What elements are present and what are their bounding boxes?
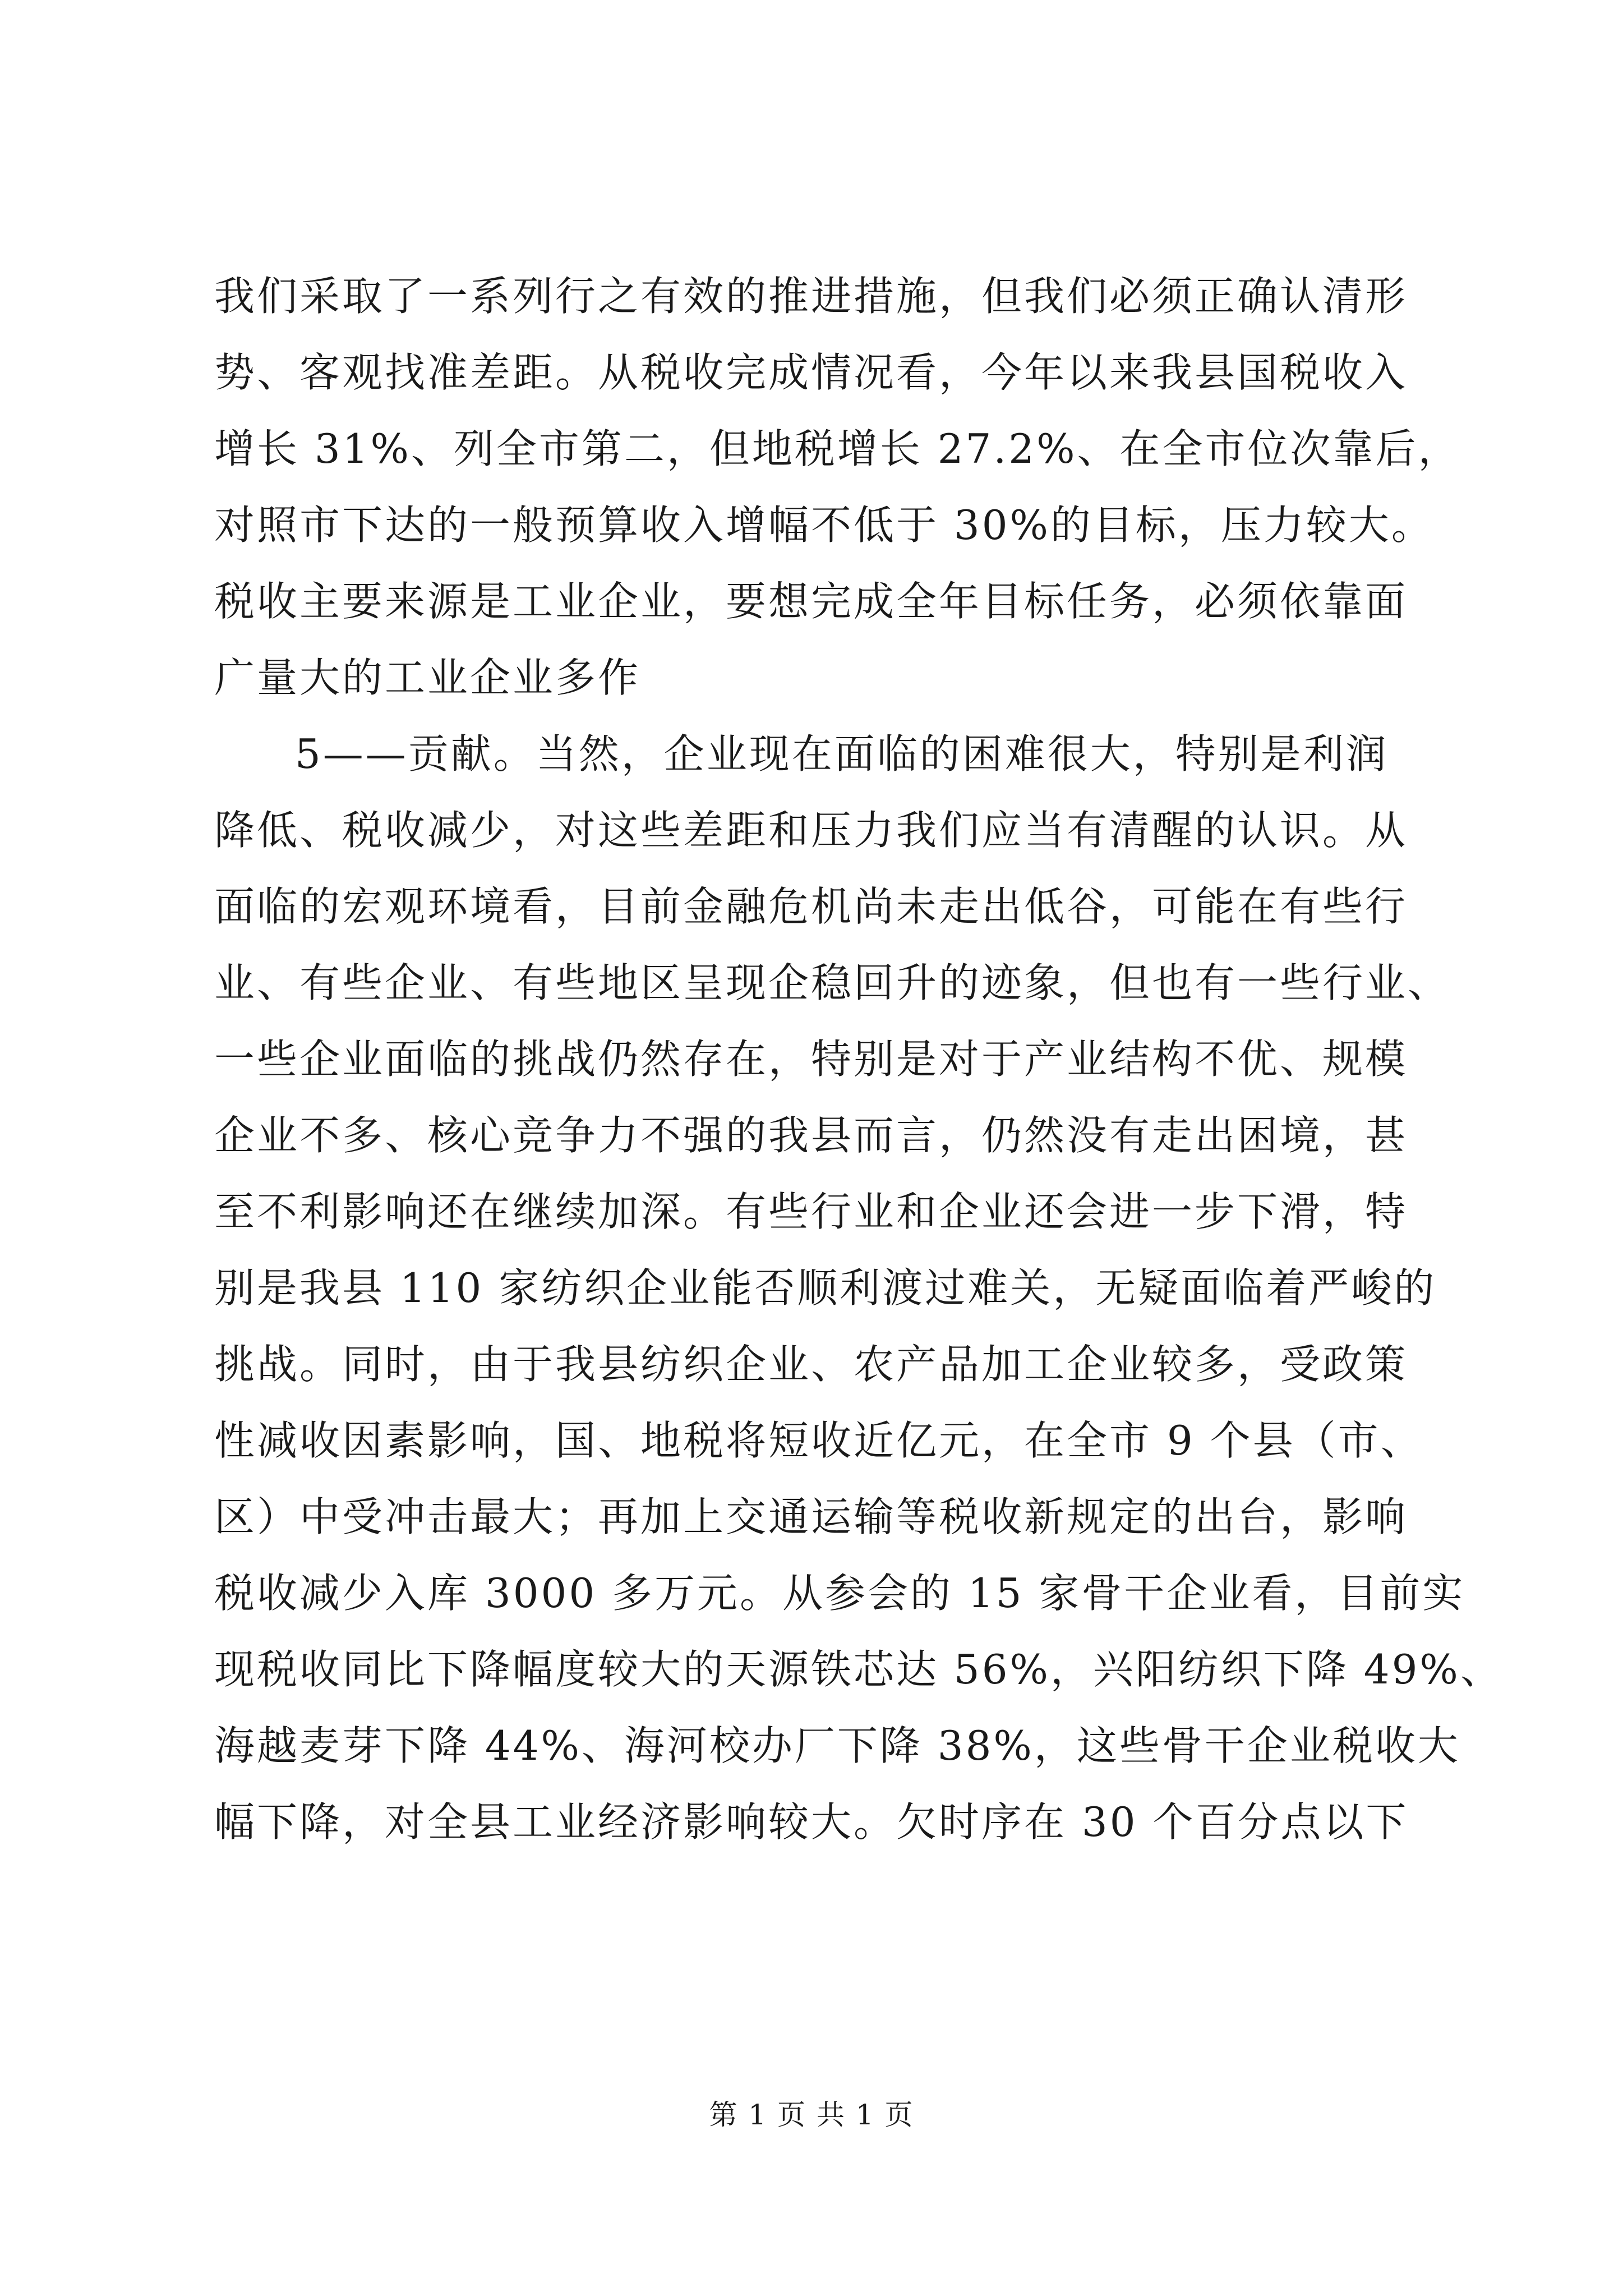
text-line: 性减收因素影响，国、地税将短收近亿元，在全市 9 个县（市、: [214, 1417, 1423, 1464]
text-line: 至不利影响还在继续加深。有些行业和企业还会进一步下滑，特: [214, 1188, 1408, 1235]
page-footer: [0, 2092, 1623, 2137]
body-text: [214, 258, 1503, 1860]
text-line: 企业不多、核心竞争力不强的我县而言，仍然没有走出困境，甚: [214, 1112, 1408, 1159]
text-line: 海越麦芽下降 44%、海河校办厂下降 38%，这些骨干企业税收大: [214, 1722, 1460, 1769]
text-line: 税收主要来源是工业企业，要想完成全年目标任务，必须依靠面: [214, 578, 1408, 625]
text-line: 幅下降，对全县工业经济影响较大。欠时序在 30 个百分点以下: [214, 1798, 1409, 1846]
page-number: 第 1 页 共 1 页: [709, 2099, 914, 2131]
text-line: 挑战。同时，由于我县纺织企业、农产品加工企业较多，受政策: [214, 1341, 1408, 1388]
text-line: 势、客观找准差距。从税收完成情况看，今年以来我县国税收入: [214, 349, 1408, 396]
text-line: 别是我县 110 家纺织企业能否顺利渡过难关，无疑面临着严峻的: [214, 1264, 1437, 1312]
text-line: 增长 31%、列全市第二，但地税增长 27.2%、在全市位次靠后，: [214, 425, 1461, 472]
text-line: 一些企业面临的挑战仍然存在，特别是对于产业结构不优、规模: [214, 1036, 1408, 1083]
text-line: 区）中受冲击最大；再加上交通运输等税收新规定的出台，影响: [214, 1493, 1408, 1540]
text-line: 广量大的工业企业多作: [214, 654, 641, 701]
text-line: 面临的宏观环境看，目前金融危机尚未走出低谷，可能在有些行: [214, 883, 1408, 930]
text-line: 税收减少入库 3000 多万元。从参会的 15 家骨干企业看，目前实: [214, 1570, 1465, 1617]
text-line: 我们采取了一系列行之有效的推进措施，但我们必须正确认清形: [214, 273, 1408, 320]
text-line: 降低、税收减少，对这些差距和压力我们应当有清醒的认识。从: [214, 807, 1408, 854]
text-line: 对照市下达的一般预算收入增幅不低于 30%的目标，压力较大。: [214, 501, 1434, 549]
text-line: 现税收同比下降幅度较大的天源铁芯达 56%，兴阳纺织下降 49%、: [214, 1646, 1503, 1693]
text-line: 业、有些企业、有些地区呈现企稳回升的迹象，但也有一些行业、: [214, 959, 1451, 1006]
paragraph-first-line: 5——贡献。当然，企业现在面临的困难很大，特别是利润: [295, 730, 1389, 777]
